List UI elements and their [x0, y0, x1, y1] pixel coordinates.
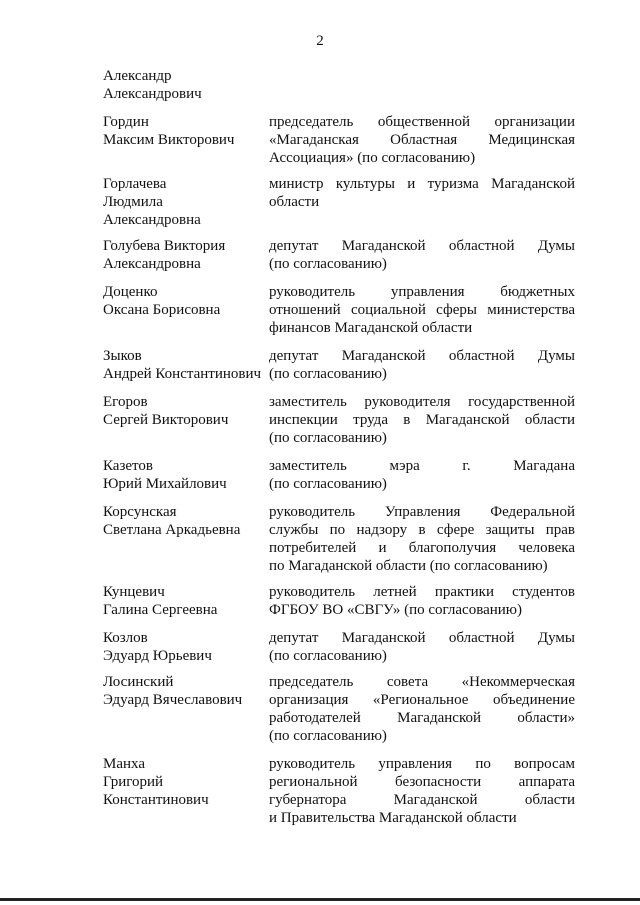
- member-name: [103, 503, 263, 539]
- name-line: Александр: [103, 68, 172, 84]
- member-name: [103, 237, 263, 273]
- role-line: губернатора Магаданской области: [269, 792, 575, 808]
- role-line: потребителей и благополучия человека: [269, 540, 575, 556]
- name-line: Эдуард Юрьевич: [103, 648, 212, 664]
- role-line: председатель совета «Некоммерческая: [269, 674, 575, 690]
- role-line: (по согласованию): [269, 430, 387, 446]
- role-line: руководитель управления бюджетных: [269, 284, 575, 300]
- role-line: организация «Региональное объединение: [269, 692, 575, 708]
- member-role: [269, 113, 575, 167]
- role-line: депутат Магаданской областной Думы: [269, 630, 575, 646]
- name-line: Лосинский: [103, 674, 174, 690]
- member-name: [103, 393, 263, 429]
- continued-member-name: [103, 67, 202, 103]
- member-role: [269, 503, 575, 575]
- role-line: финансов Магаданской области: [269, 320, 473, 336]
- role-line: руководитель управления по вопросам: [269, 756, 575, 772]
- page-bottom-edge: [0, 898, 640, 901]
- role-line: министр культуры и туризма Магаданской: [269, 176, 575, 192]
- role-line: (по согласованию): [269, 648, 387, 664]
- role-line: «Магаданская Областная Медицинская: [269, 132, 575, 148]
- name-line: Горлачева: [103, 176, 167, 192]
- member-name: [103, 457, 263, 493]
- name-line: Голубева Виктория: [103, 238, 226, 254]
- role-line: (по согласованию): [269, 476, 387, 492]
- member-role: [269, 283, 575, 337]
- role-line: и Правительства Магаданской области: [269, 810, 517, 826]
- member-role: [269, 393, 575, 447]
- name-line: Андрей Константинович: [103, 366, 262, 382]
- role-line: службы по надзору в сфере защиты прав: [269, 522, 575, 538]
- name-line: Казетов: [103, 458, 153, 474]
- name-line: Галина Сергеевна: [103, 602, 218, 618]
- name-line: Гордин: [103, 114, 149, 130]
- page-number: 2: [316, 33, 324, 49]
- name-line: Юрий Михайлович: [103, 476, 227, 492]
- name-line: Константинович: [103, 792, 209, 808]
- role-line: (по согласованию): [269, 366, 387, 382]
- name-line: Эдуард Вячеславович: [103, 692, 243, 708]
- member-name: [103, 583, 263, 619]
- name-line: Доценко: [103, 284, 158, 300]
- member-role: [269, 175, 575, 211]
- member-role: [269, 629, 575, 665]
- member-name: [103, 175, 263, 229]
- member-name: [103, 347, 263, 383]
- member-name: [103, 629, 263, 665]
- role-line: работодателей Магаданской области»: [269, 710, 575, 726]
- member-name: [103, 755, 263, 809]
- member-role: [269, 347, 575, 383]
- role-line: (по согласованию): [269, 256, 387, 272]
- name-line: Александровна: [103, 212, 201, 228]
- name-line: Зыков: [103, 348, 142, 364]
- role-line: председатель общественной организации: [269, 114, 575, 130]
- name-line: Козлов: [103, 630, 148, 646]
- name-line: Кунцевич: [103, 584, 165, 600]
- role-line: заместитель руководителя государственной: [269, 394, 575, 410]
- member-role: [269, 457, 575, 493]
- role-line: области: [269, 194, 320, 210]
- member-name: [103, 113, 263, 149]
- role-line: по Магаданской области (по согласованию): [269, 558, 548, 574]
- role-line: заместитель мэра г. Магадана: [269, 458, 575, 474]
- role-line: (по согласованию): [269, 728, 387, 744]
- role-line: руководитель летней практики студентов: [269, 584, 575, 600]
- member-role: [269, 583, 575, 619]
- member-role: [269, 673, 575, 745]
- role-line: депутат Магаданской областной Думы: [269, 238, 575, 254]
- role-line: руководитель Управления Федеральной: [269, 504, 575, 520]
- member-role: [269, 237, 575, 273]
- name-line: Сергей Викторович: [103, 412, 229, 428]
- role-line: Ассоциация» (по согласованию): [269, 150, 476, 166]
- name-line: Максим Викторович: [103, 132, 235, 148]
- name-line: Григорий: [103, 774, 164, 790]
- member-name: [103, 283, 263, 319]
- name-line: Егоров: [103, 394, 148, 410]
- name-line: Светлана Аркадьевна: [103, 522, 241, 538]
- member-role: [269, 755, 575, 827]
- role-line: региональной безопасности аппарата: [269, 774, 575, 790]
- name-line: Оксана Борисовна: [103, 302, 221, 318]
- role-line: инспекции труда в Магаданской области: [269, 412, 575, 428]
- name-line: Манха: [103, 756, 145, 772]
- name-line: Корсунская: [103, 504, 177, 520]
- role-line: депутат Магаданской областной Думы: [269, 348, 575, 364]
- name-line: Александрович: [103, 86, 202, 102]
- name-line: Людмила: [103, 194, 163, 210]
- role-line: отношений социальной сферы министерства: [269, 302, 575, 318]
- member-name: [103, 673, 263, 709]
- name-line: Александровна: [103, 256, 201, 272]
- role-line: ФГБОУ ВО «СВГУ» (по согласованию): [269, 602, 523, 618]
